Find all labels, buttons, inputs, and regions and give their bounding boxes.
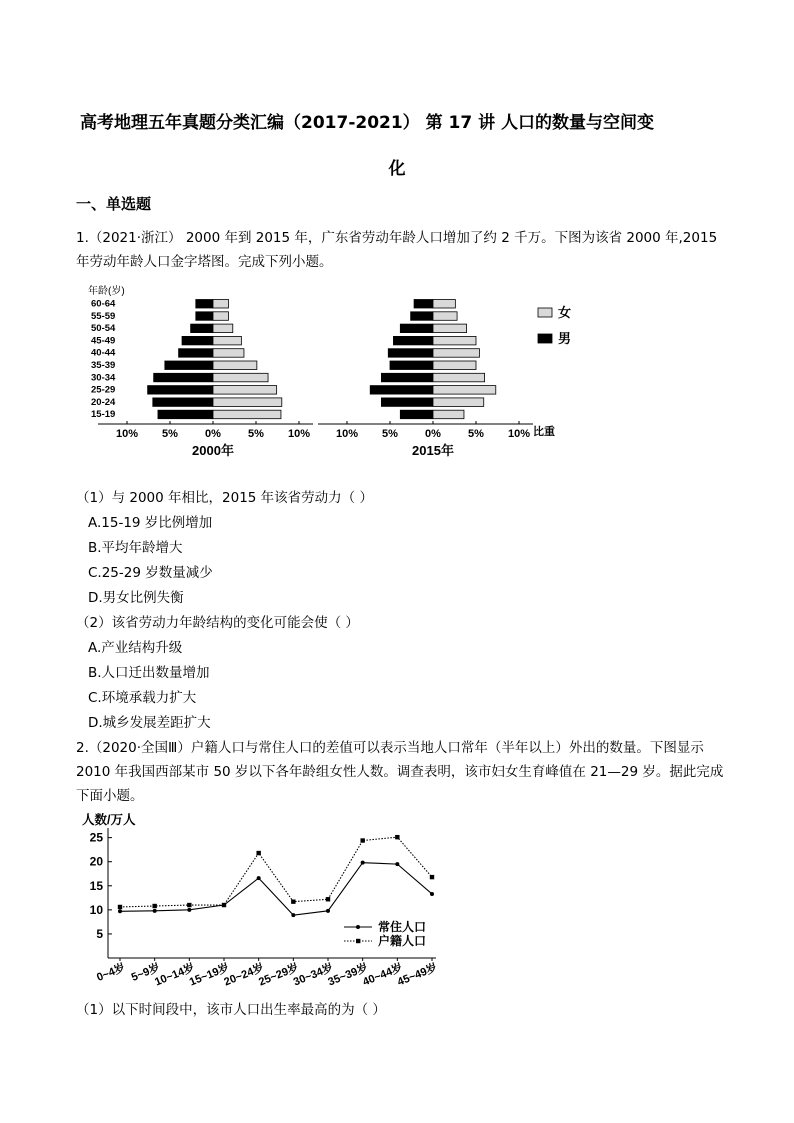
line-chart-y-label: 人数/万人 <box>82 813 136 827</box>
resident-point <box>361 861 365 865</box>
male-bar <box>393 336 433 345</box>
age-group-label: 55-59 <box>91 310 116 322</box>
line-chart-x-tick-label: 5~9岁 <box>129 961 162 984</box>
question-2-text: 2.（2020·全国Ⅲ）户籍人口与常住人口的差值可以表示当地人口常年（半年以上）外出的数量。下图显示 2010 年我国西部某市 50 岁以下各年龄组女性人数。调查表明，该市妇女生育峰值在 21—29 岁。据此完成下面小题。 <box>76 740 724 804</box>
line-chart-y-tick-label: 5 <box>96 926 103 941</box>
q1-sub2-option-b[interactable]: B.人口迁出数量增加 <box>88 665 210 681</box>
pyramid-x-axis-label: 比重 <box>533 426 555 438</box>
pyramid-x-tick-label: 0% <box>205 428 221 440</box>
female-bar <box>213 398 282 407</box>
female-bar <box>433 300 455 309</box>
female-population-line-chart <box>76 810 456 996</box>
legend-label: 男 <box>558 331 572 346</box>
pyramid-x-tick-label: 5% <box>468 428 484 440</box>
question-1-sub-1: （1）与 2000 年相比，2015 年该省劳动力（ ） <box>76 490 373 506</box>
line-chart-x-tick-label: 20~24岁 <box>222 961 266 989</box>
legend-swatch <box>538 308 552 317</box>
line-chart-x-tick-label: 40~44岁 <box>361 961 405 989</box>
question-1-sub-2: （2）该省劳动力年龄结构的变化可能会使（ ） <box>76 615 359 631</box>
q1-sub1-option-b[interactable]: B.平均年龄增大 <box>88 540 183 556</box>
female-bar <box>433 312 457 321</box>
pyramid-x-tick-label: 5% <box>248 428 264 440</box>
male-bar <box>381 398 433 407</box>
female-bar <box>433 324 467 333</box>
legend-label: 常住人口 <box>378 920 427 934</box>
q1-sub2-option-a[interactable]: A.产业结构升级 <box>88 640 183 656</box>
male-bar <box>191 324 213 333</box>
male-bar <box>179 349 213 358</box>
document-title: 高考地理五年真题分类汇编（2017-2021） 第 17 讲 人口的数量与空间变 <box>80 113 655 133</box>
female-bar <box>433 410 464 419</box>
legend-label: 女 <box>558 305 572 320</box>
resident-point <box>118 909 122 913</box>
pyramid-x-tick-label: 10% <box>335 428 359 440</box>
pyramid-x-tick-label: 10% <box>507 428 531 440</box>
age-group-label: 60-64 <box>91 298 116 310</box>
legend-swatch <box>538 334 552 343</box>
registered-point <box>222 903 226 907</box>
male-bar <box>165 361 213 370</box>
q1-sub1-option-c[interactable]: C.25-29 岁数量减少 <box>88 565 213 581</box>
male-bar <box>411 312 433 321</box>
female-bar <box>213 373 268 382</box>
female-bar <box>213 410 281 419</box>
male-bar <box>154 373 213 382</box>
line-chart-x-tick-label: 25~29岁 <box>257 961 301 989</box>
male-bar <box>148 386 213 395</box>
age-group-label: 25-29 <box>91 384 116 396</box>
male-bar <box>196 300 213 309</box>
female-bar <box>213 312 228 321</box>
q1-sub2-option-c[interactable]: C.环境承载力扩大 <box>88 690 197 706</box>
female-bar <box>213 300 228 309</box>
registered-point <box>326 897 330 901</box>
pyramid-panel-title: 2015年 <box>412 443 454 458</box>
age-group-label: 30-34 <box>91 372 116 384</box>
resident-point <box>257 876 261 880</box>
female-bar <box>213 336 241 345</box>
registered-point <box>152 904 156 908</box>
registered-point <box>395 835 399 839</box>
line-chart-x-tick-label: 35~39岁 <box>326 961 370 989</box>
registered-point <box>360 838 364 842</box>
male-bar <box>414 300 433 309</box>
question-1-text: 1.（2021·浙江） 2000 年到 2015 年，广东省劳动年龄人口增加了约 2 千万。下图为该省 2000 年,2015 年劳动年龄人口金字塔图。完成下列小题。 <box>76 230 718 270</box>
resident-point <box>395 862 399 866</box>
female-bar <box>433 349 479 358</box>
pyramid-x-tick-label: 10% <box>287 428 311 440</box>
registered-point <box>187 903 191 907</box>
male-bar <box>158 410 213 419</box>
resident-point <box>153 909 157 913</box>
pyramid-y-axis-label: 年龄(岁) <box>88 286 125 297</box>
line-chart-y-tick-label: 20 <box>89 854 103 869</box>
pyramid-x-tick-label: 5% <box>382 428 398 440</box>
female-bar <box>433 386 496 395</box>
registered-point <box>118 905 122 909</box>
registered-point <box>430 875 434 879</box>
document-title-continued: 化 <box>388 159 406 179</box>
pyramid-x-tick-label: 10% <box>115 428 139 440</box>
pyramid-x-tick-label: 0% <box>425 428 441 440</box>
population-pyramid-chart <box>88 282 608 478</box>
line-chart-x-tick-label: 10~14岁 <box>153 961 197 989</box>
line-chart-x-tick-label: 30~34岁 <box>291 961 336 989</box>
female-bar <box>213 324 233 333</box>
male-bar <box>196 312 213 321</box>
registered-point <box>291 899 295 903</box>
resident-point <box>187 908 191 912</box>
legend-marker <box>356 925 360 929</box>
male-bar <box>388 349 433 358</box>
female-bar <box>433 373 485 382</box>
male-bar <box>153 398 213 407</box>
line-chart-y-tick-label: 25 <box>89 830 103 845</box>
pyramid-x-tick-label: 5% <box>162 428 178 440</box>
female-bar <box>433 398 484 407</box>
q1-sub1-option-a[interactable]: A.15-19 岁比例增加 <box>88 515 213 531</box>
age-group-label: 20-24 <box>91 396 116 408</box>
female-bar <box>433 361 476 370</box>
male-bar <box>400 410 433 419</box>
line-chart-x-tick-label: 15~19岁 <box>187 961 232 989</box>
male-bar <box>182 336 213 345</box>
resident-point <box>430 892 434 896</box>
female-bar <box>213 361 257 370</box>
q1-sub1-option-d[interactable]: D.男女比例失衡 <box>88 590 184 606</box>
q1-sub2-option-d[interactable]: D.城乡发展差距扩大 <box>88 715 211 731</box>
line-series-resident <box>120 863 432 915</box>
age-group-label: 35-39 <box>91 360 116 371</box>
pyramid-panel-title: 2000年 <box>192 443 234 458</box>
male-bar <box>381 373 433 382</box>
female-bar <box>433 336 476 345</box>
section-heading: 一、单选题 <box>76 195 152 213</box>
line-chart-y-tick-label: 10 <box>89 902 103 917</box>
female-bar <box>213 386 277 395</box>
question-2-sub-1: （1）以下时间段中，该市人口出生率最高的为（ ） <box>76 1002 386 1018</box>
age-group-label: 50-54 <box>91 323 116 335</box>
male-bar <box>390 361 433 370</box>
legend-label: 户籍人口 <box>378 934 427 948</box>
resident-point <box>291 913 295 917</box>
resident-point <box>326 909 330 913</box>
legend-marker <box>356 939 360 943</box>
line-chart-x-tick-label: 45~49岁 <box>395 961 440 989</box>
female-bar <box>213 349 244 358</box>
male-bar <box>370 386 433 395</box>
line-chart-y-tick-label: 15 <box>89 878 103 893</box>
registered-point <box>256 851 260 855</box>
line-chart-x-tick-label: 0~4岁 <box>95 961 128 984</box>
age-group-label: 15-19 <box>91 409 116 421</box>
age-group-label: 45-49 <box>91 335 116 347</box>
age-group-label: 40-44 <box>91 347 116 359</box>
male-bar <box>400 324 433 333</box>
